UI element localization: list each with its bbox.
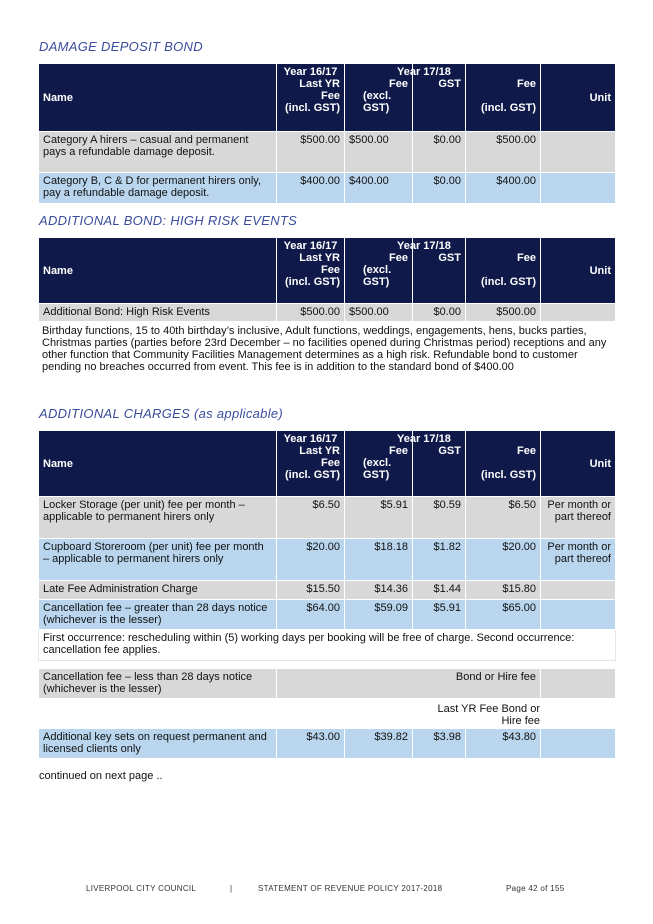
header-unit: Unit bbox=[541, 64, 616, 132]
header-unit: Unit bbox=[541, 431, 616, 497]
table-row bbox=[39, 600, 616, 630]
header-fee-incl: Fee (incl. GST) bbox=[466, 64, 541, 132]
row-fee-excl: $14.36 bbox=[345, 581, 413, 600]
table-row bbox=[39, 539, 616, 581]
row-name: Late Fee Administration Charge bbox=[39, 581, 277, 600]
section-title-additional-charges bbox=[39, 406, 283, 421]
row-gst: $1.44 bbox=[413, 581, 466, 600]
row-fee-excl: $18.18 bbox=[345, 539, 413, 581]
footer-statement: STATEMENT OF REVENUE POLICY 2017-2018 bbox=[258, 884, 443, 893]
section-title-sub: (as applicable) bbox=[194, 406, 284, 421]
last-yr-fee-note: Last YR Fee Bond or Hire fee bbox=[437, 703, 540, 727]
header-fee-excl: Fee (excl. GST) bbox=[345, 64, 413, 132]
row-unit: Per month or part thereof bbox=[541, 497, 616, 539]
table-row bbox=[39, 173, 616, 204]
table-row-note bbox=[39, 630, 616, 661]
row-unit bbox=[541, 600, 616, 630]
header-name: Name bbox=[39, 64, 277, 132]
high-risk-table bbox=[38, 237, 616, 322]
damage-deposit-table bbox=[38, 63, 616, 204]
row-fee-excl: $500.00 bbox=[345, 132, 413, 173]
header-gst: Year 17/18 GST bbox=[413, 238, 466, 304]
high-risk-note: Birthday functions, 15 to 40th birthday’s inclusive, Adult functions, weddings, engagements, hens, bucks parties, Christmas parties (parties before 23rd December – no facilities opened during Christmas period) receptions and any other function that Community Facilities Management determines as a high risk. Refundable bond to customer pending no breaches occurred from event. This fee is in addition to the standard bond of $400.00 bbox=[42, 325, 607, 373]
section-title-high-risk: ADDITIONAL BOND: HIGH RISK EVENTS bbox=[39, 213, 298, 228]
row-gst: $0.00 bbox=[413, 173, 466, 204]
row-unit bbox=[541, 304, 616, 322]
row-bond-or-hire: Bond or Hire fee bbox=[277, 669, 541, 699]
row-last-fee: $20.00 bbox=[277, 539, 345, 581]
row-fee-excl: $500.00 bbox=[345, 304, 413, 322]
row-name: Category B, C & D for permanent hirers only, pay a refundable damage deposit. bbox=[39, 173, 277, 204]
row-fee-incl: $43.80 bbox=[466, 729, 541, 759]
row-unit bbox=[541, 669, 616, 699]
row-name: Cancellation fee – greater than 28 days notice (whichever is the lesser) bbox=[39, 600, 277, 630]
row-gst: $3.98 bbox=[413, 729, 466, 759]
row-gst: $0.00 bbox=[413, 132, 466, 173]
table-row bbox=[39, 729, 616, 759]
row-last-fee: $500.00 bbox=[277, 304, 345, 322]
row-fee-incl: $15.80 bbox=[466, 581, 541, 600]
section-title-main: ADDITIONAL CHARGES bbox=[39, 406, 191, 421]
table-row bbox=[39, 581, 616, 600]
row-name: Additional Bond: High Risk Events bbox=[39, 304, 277, 322]
row-last-fee: $400.00 bbox=[277, 173, 345, 204]
row-fee-incl: $400.00 bbox=[466, 173, 541, 204]
table-row bbox=[39, 304, 616, 322]
row-fee-incl: $500.00 bbox=[466, 132, 541, 173]
header-fee-excl: Fee (excl. GST) bbox=[345, 431, 413, 497]
header-fee-incl: Fee (incl. GST) bbox=[466, 238, 541, 304]
header-last-yr: Year 16/17 Last YR Fee (incl. GST) bbox=[277, 431, 345, 497]
row-name: Cupboard Storeroom (per unit) fee per month – applicable to permanent hirers only bbox=[39, 539, 277, 581]
row-gst: $5.91 bbox=[413, 600, 466, 630]
continued-note: continued on next page .. bbox=[39, 770, 163, 782]
footer-council: LIVERPOOL CITY COUNCIL bbox=[86, 884, 197, 893]
row-fee-incl: $500.00 bbox=[466, 304, 541, 322]
row-fee-excl: $5.91 bbox=[345, 497, 413, 539]
row-unit bbox=[541, 173, 616, 204]
row-gst: $0.00 bbox=[413, 304, 466, 322]
section-title-damage-deposit: DAMAGE DEPOSIT BOND bbox=[39, 39, 203, 54]
row-fee-incl: $6.50 bbox=[466, 497, 541, 539]
header-gst: Year 17/18 GST bbox=[413, 431, 466, 497]
row-name: Cancellation fee – less than 28 days notice (whichever is the lesser) bbox=[39, 669, 277, 699]
row-unit bbox=[541, 729, 616, 759]
row-name: Locker Storage (per unit) fee per month – applicable to permanent hirers only bbox=[39, 497, 277, 539]
table-row bbox=[39, 497, 616, 539]
table-row bbox=[39, 132, 616, 173]
row-fee-excl: $59.09 bbox=[345, 600, 413, 630]
row-unit: Per month or part thereof bbox=[541, 539, 616, 581]
row-last-fee: $64.00 bbox=[277, 600, 345, 630]
row-unit bbox=[541, 581, 616, 600]
row-fee-excl: $39.82 bbox=[345, 729, 413, 759]
header-last-yr: Year 16/17 Last YR Fee (incl. GST) bbox=[277, 64, 345, 132]
row-last-fee: $15.50 bbox=[277, 581, 345, 600]
cancellation-note: First occurrence: rescheduling within (5) working days per booking will be free of charge. Second occurrence: cancellation fee applies. bbox=[39, 630, 616, 661]
row-last-fee: $6.50 bbox=[277, 497, 345, 539]
header-last-yr: Year 16/17 Last YR Fee (incl. GST) bbox=[277, 238, 345, 304]
header-name: Name bbox=[39, 238, 277, 304]
header-unit: Unit bbox=[541, 238, 616, 304]
table-row bbox=[39, 669, 616, 699]
row-name: Additional key sets on request permanent and licensed clients only bbox=[39, 729, 277, 759]
footer-separator: | bbox=[230, 884, 233, 893]
row-fee-incl: $20.00 bbox=[466, 539, 541, 581]
row-unit bbox=[541, 132, 616, 173]
footer-page-number: Page 42 of 155 bbox=[506, 884, 565, 893]
row-name: Category A hirers – casual and permanent pays a refundable damage deposit. bbox=[39, 132, 277, 173]
row-gst: $0.59 bbox=[413, 497, 466, 539]
header-name: Name bbox=[39, 431, 277, 497]
row-fee-excl: $400.00 bbox=[345, 173, 413, 204]
header-fee-excl: Fee (excl. GST) bbox=[345, 238, 413, 304]
row-last-fee: $500.00 bbox=[277, 132, 345, 173]
row-gst: $1.82 bbox=[413, 539, 466, 581]
header-fee-incl: Fee (incl. GST) bbox=[466, 431, 541, 497]
row-last-fee: $43.00 bbox=[277, 729, 345, 759]
header-gst: Year 17/18 GST bbox=[413, 64, 466, 132]
row-fee-incl: $65.00 bbox=[466, 600, 541, 630]
